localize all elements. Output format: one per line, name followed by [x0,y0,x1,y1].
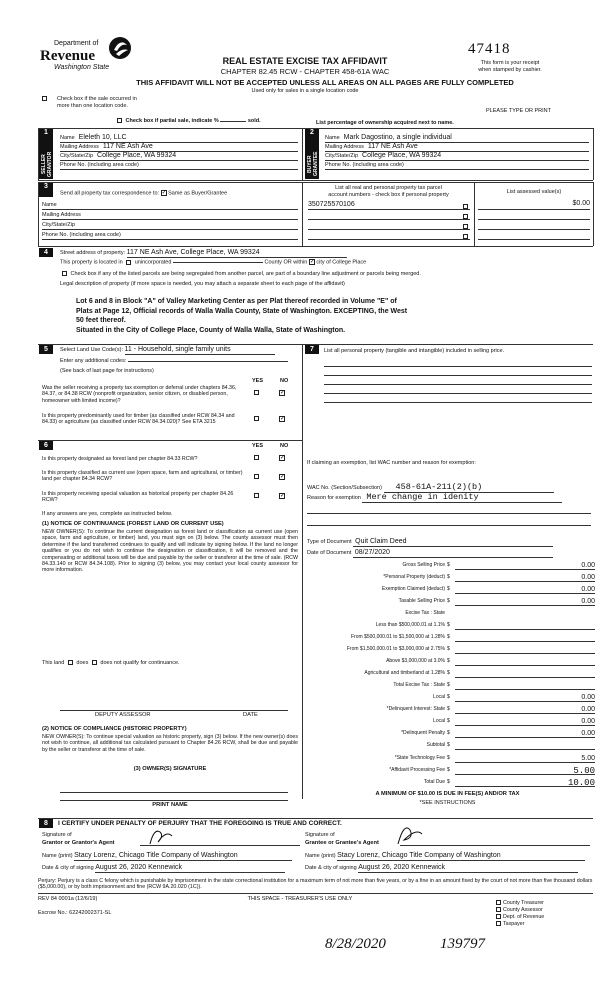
seller-name-row [60,134,298,143]
local-value[interactable]: 0.00 [455,694,595,702]
handwritten-receipt-number: 139797 [440,936,485,952]
seller-name-field[interactable]: Eleleth 10, LLC [78,133,127,141]
doc-date-label: Date of Document [307,550,352,556]
same-as-buyer-label: Same as Buyer/Grantee [168,190,228,197]
copy-county-treasurer[interactable] [494,900,544,907]
partial-sale-label: Check box if partial sale, indicate % [125,118,219,124]
street-label: Street address of property: [60,250,126,256]
section8-number: 8 [44,820,48,827]
tier4-value[interactable] [455,658,595,666]
partial-sale-row [115,118,261,125]
personal-label: *Personal Property (deduct) [383,574,445,580]
additional-codes-label: Enter any additional codes: [60,358,127,364]
sec5-q2: Is this property predominantly used for timber (as classified under RCW 84.34 and 84.33) or agriculture (as classified under RCW 84.34.020)? See ETA 3215 [42,413,235,426]
form-title: REAL ESTATE EXCISE TAX AFFIDAVIT [222,56,388,66]
tier1-value[interactable] [455,622,595,630]
does-checkbox[interactable] [68,660,73,665]
tier4-dollar: $ [447,658,450,664]
county-field[interactable] [173,262,263,263]
legal-description-label: Legal description of property (if more space is needed, you may attach a separate sheet to each page of the affidavit) [60,281,345,287]
street-row [60,249,580,258]
section5-marker [39,345,53,354]
parcel-row-4 [308,230,470,240]
parcel-header-1: List all real and personal property tax parcel [335,185,442,191]
please-type-label: PLEASE TYPE OR PRINT [486,108,552,114]
deputy-date-label: DATE [243,712,258,718]
unincorporated-label: unincorporated [134,259,172,266]
legal-line-2: Plats at Page 12, Official records of Walla Walla County, State of Washington. EXCEPTING, the West [76,307,408,315]
grantor-date-row [42,864,300,873]
land-use-field[interactable]: 11 - Household, single family units [125,346,275,355]
washington-state-label: Washington State [54,64,110,71]
agri-value[interactable] [455,670,595,678]
seller-phone-label: Phone No. (including area code) [60,162,139,169]
subtotal-value[interactable] [455,742,595,750]
same-as-buyer-checkbox[interactable]: ✓ [161,190,167,196]
gross-value[interactable]: 0.00 [455,562,595,570]
affidavit-label: *Affidavit Processing Fee [389,767,445,773]
print-name-label: PRINT NAME [152,802,188,808]
corr-name-label: Name [42,202,57,209]
subtotal-dollar: $ [447,742,450,748]
seller-mailing-row [60,143,298,152]
sec5-no-header: NO [280,378,289,384]
sec6-yes-header: YES [252,443,264,449]
reason-label: Reason for exemption [307,495,361,501]
grantee-date-row [305,864,593,873]
personal-dollar: $ [447,574,450,580]
affidavit-value[interactable]: 5.00 [455,767,595,775]
parcel-row-2 [308,210,470,220]
total-state-value[interactable] [455,682,595,690]
section4-number: 4 [44,249,48,256]
delinq-state-dollar: $ [447,706,450,712]
section7-marker [305,345,319,354]
buyer-name-field[interactable]: Mark Dagostino, a single individual [343,133,452,141]
doc-type-label: Type of Document [307,539,352,545]
buyer-name-label: Name [325,135,340,142]
seller-city-row [60,152,298,161]
copy-county-assessor[interactable] [494,907,544,914]
section6-number: 6 [44,442,48,449]
sec6-q3: Is this property receiving special valuation as historical property per chapter 84.26 RCW? [42,491,234,504]
parcel-list [308,200,470,240]
corr-phone-label: Phone No. (including area code) [42,232,121,239]
buyer-mailing-label: Mailing Address [325,144,364,151]
grantor-signature-field[interactable] [140,834,300,846]
buyer-mailing-field[interactable]: 117 NE Ash Ave [367,142,418,150]
sec5-q1-no[interactable]: ✓ [280,390,286,396]
exemption-value[interactable]: 0.00 [455,586,595,594]
corr-city-label: City/State/Zip [42,222,76,229]
sec6-q2-no[interactable]: ✓ [280,474,286,480]
personal-property-label: List all personal property (tangible and intangible) included in selling price. [324,348,505,354]
total-value[interactable]: 10.00 [455,779,595,787]
doc-date-row [307,549,592,558]
buyer-city-label: City/State/Zip [325,153,359,160]
legal-description[interactable] [76,297,586,335]
grantor-name-row [42,852,300,861]
legal-line-1: Lot 6 and 8 in Block "A" of Valley Marketing Center as per Plat thereof recorded in Volume "E" of [76,298,397,305]
grantor-sig-label-1: Signature of [42,832,72,838]
section6-marker [39,441,53,450]
tier1-label: Less than $500,000.01 at 1.1% [375,622,445,628]
assessed-value-field[interactable]: $0.00 [478,200,590,210]
tier2-value[interactable] [455,634,595,642]
copy-county-assessor-label: County Assessor [503,907,543,913]
agri-dollar: $ [447,670,450,676]
handwritten-number: 47418 [468,41,511,57]
parcel-header-2: account numbers - check box if personal property [328,192,449,198]
copy-dept-revenue-label: Dept. of Revenue [503,914,545,920]
sec5-q2-no[interactable]: ✓ [280,416,286,422]
buyer-city-field[interactable]: College Place, WA 99324 [362,151,442,159]
city-of-label: city of College Place [316,259,367,266]
section7-number: 7 [310,346,314,353]
total-state-dollar: $ [447,682,450,688]
grantor-name-field[interactable]: Stacy Lorenz, Chicago Title Company of Washington [74,852,292,861]
land-use-label: Select Land Use Code(s): [60,347,123,353]
notice1-body: NEW OWNER(S): To continue the current designation as forest land or classification as current use (open space, farm and agriculture, or timber) land, you must sign on (3) below. The county assessor must then determine if the land transferred continues to qualify and will indicate by signing below. If the land no longer qualifies or you do not wish to continue the designation or classification, it will be removed and the compensating or additional taxes will be due and payable by the seller or transferor at the time of sale. (RCW 84.33.140 or RCW 84.34.108). Prior to signing (3) below, you may contact your local county assessor for more information. [42,529,298,574]
tech-label: *State Technology Fee [394,755,445,761]
grantor-date-label: Date & city of signing [42,865,94,871]
gross-label: Gross Selling Price [402,562,445,568]
deputy-assessor-label: DEPUTY ASSESSOR [95,712,151,718]
buyer-city-row [325,152,589,161]
escrow-number: Escrow No.: 62242002371-SL [38,910,112,916]
grantor-sig-label-2: Grantor or Grantor's Agent [42,840,115,846]
section3-marker [39,183,53,197]
copy-dept-revenue[interactable] [494,914,544,921]
located-in-label: This property is located in [60,259,123,266]
subtotal-label: Subtotal [426,742,445,748]
local2-value[interactable]: 0.00 [455,718,595,726]
delinq-pen-label: *Delinquent Penalty [401,730,445,736]
multi-location-label-1: Check box if the sale occurred in [57,96,137,102]
gross-dollar: $ [447,562,450,568]
seller-mailing-field[interactable]: 117 NE Ash Ave [102,142,153,150]
form-chapter: CHAPTER 82.45 RCW - CHAPTER 458-61A WAC [220,67,390,76]
dor-logo [40,36,140,76]
if-yes-label: If any answers are yes, complete as instructed below. [42,511,173,517]
seller-name-label: Name [60,135,75,142]
form-revision: REV 84 0001a (12/6/19) [38,896,98,902]
segregated-label: Check box if any of the listed parcels are being segregated from another parcel, are part of a boundary line adjustment or parcels being merged. [70,271,421,277]
seller-section-number: 1 [44,129,48,136]
segregated-checkbox[interactable] [62,271,67,276]
land-use-row [60,346,300,355]
delinq-state-value[interactable]: 0.00 [455,706,595,714]
buyer-section-number: 2 [310,129,314,136]
buyer-name-row [325,134,589,143]
sec6-q1: Is this property designated as forest land per chapter 84.33 RCW? [42,456,198,462]
sec6-q2-yes[interactable] [252,474,261,481]
buyer-phone-row [325,161,589,170]
qualify-row [42,660,180,667]
grantee-signature-scribble-icon [392,820,452,846]
assessed-list [478,200,590,240]
personal-property-checkbox-2[interactable] [463,214,468,219]
seller-city-label: City/State/Zip [60,153,94,160]
sec5-q1-yes[interactable] [252,390,261,397]
assessed-value-2[interactable] [478,210,590,220]
multi-location-label-2: more than one location code. [57,103,128,109]
grantee-signature-field[interactable] [400,834,590,846]
assessed-header: List assessed value(s) [506,189,562,195]
send-correspondence-label: Send all property tax correspondence to: [60,190,160,197]
grantee-sig-label-1: Signature of [305,832,335,838]
assessed-value-3[interactable] [478,220,590,230]
taxable-dollar: $ [447,598,450,604]
wac-claim-label: If claiming an exemption, list WAC number and reason for exemption: [307,460,476,466]
delinq-state-label: *Delinquent Interest: State [386,706,445,712]
section8-marker [39,819,53,828]
street-field[interactable]: 117 NE Ash Ave, College Place, WA 99324 [127,249,347,258]
owner-signature-label: (3) OWNER(S) SIGNATURE [133,766,207,772]
corr-city-row [42,220,298,230]
form-warning: THIS AFFIDAVIT WILL NOT BE ACCEPTED UNLESS ALL AREAS ON ALL PAGES ARE FULLY COMPLETED [136,78,514,87]
receipt-note-1: This form is your receipt [480,60,540,66]
receipt-note-2: when stamped by cashier. [478,67,542,73]
additional-codes-row [60,358,300,365]
certify-label: I CERTIFY UNDER PENALTY OF PERJURY THAT THE FOREGOING IS TRUE AND CORRECT. [58,820,342,827]
minimum-due-label: A MINIMUM OF $10.00 IS DUE IN FEE(S) AND/OR TAX [375,791,520,797]
sold-label: sold. [247,118,261,124]
location-row [60,259,580,266]
exemption-dollar: $ [447,586,450,592]
parcel-row-1 [308,200,470,210]
personal-property-lines[interactable] [324,358,592,403]
tier3-dollar: $ [447,646,450,652]
sec6-q1-no[interactable]: ✓ [280,455,286,461]
tier3-value[interactable] [455,646,595,654]
personal-property-checkbox-3[interactable] [463,224,468,229]
doc-type-row [307,538,592,547]
does-not-label: does not qualify for continuance. [100,660,180,666]
multi-location-checkbox[interactable] [40,96,49,103]
section4-marker [39,248,53,257]
tier2-label: From $500,000.01 to $1,500,000 at 1.28% [351,634,445,640]
sec6-q3-no[interactable]: ✓ [280,493,286,499]
total-dollar: $ [447,779,450,785]
notice2-title: (2) NOTICE OF COMPLIANCE (HISTORIC PROPERTY) [42,726,187,732]
sec6-q2: Is this property classified as current use (open space, farm and agricultural, or timber) land per chapter 84.34 RCW? [42,470,243,483]
assessed-value-4[interactable] [478,230,590,240]
revenue-label: Revenue [40,48,95,64]
copy-county-treasurer-label: County Treasurer [503,900,544,906]
grantee-date-field[interactable]: August 26, 2020 Kennewick [358,864,578,873]
see-back-label: (See back of last page for instructions) [60,368,154,374]
delinq-pen-value[interactable]: 0.00 [455,730,595,738]
seller-vertical-label: SELLER GRANTOR [41,151,53,177]
section3-number: 3 [44,183,48,190]
local-label: Local [433,694,445,700]
partial-sale-percent-field[interactable] [220,121,246,122]
additional-codes-field[interactable] [128,361,288,362]
notice1-title: (1) NOTICE OF CONTINUANCE (FOREST LAND OR CURRENT USE) [42,521,224,527]
grantor-date-field[interactable]: August 26, 2020 Kennewick [95,864,285,873]
local2-dollar: $ [447,718,450,724]
sec5-q2-yes[interactable] [252,416,261,423]
excise-state-label: Excise Tax : State [405,610,445,616]
reason-field[interactable]: Mere change in idenity [362,492,562,503]
corr-mailing-row [42,210,298,220]
parcel-number-field[interactable]: 350725570106 [308,200,355,208]
grantee-date-label: Date & city of signing [305,865,357,871]
sec6-q3-yes[interactable] [252,493,261,500]
sec5-q1: Was the seller receiving a property tax exemption or deferral under chapters 84.36, 84.37, or 84.38 RCW (nonprofit organization, senior citizen, or disabled person, homeowner with limited income)? [42,385,237,404]
buyer-vertical-label: BUYER GRANTEE [307,151,319,177]
sec6-no-header: NO [280,443,289,449]
grantee-name-field[interactable]: Stacy Lorenz, Chicago Title Company of Washington [337,852,585,861]
sec5-yes-header: YES [252,378,264,384]
dor-swirl-icon [108,36,132,60]
total-label: Total Due [423,779,445,785]
exemption-label: Exemption Claimed (deduct) [381,586,445,592]
county-or-within-label: County OR within [264,259,308,266]
notice2-body: NEW OWNER(S): To continue special valuation as historic property, sign (3) below. If the new owner(s) does not wish to continue, all additional tax calculated pursuant to Chapter 84.26 RCW, shall be due and payable by the seller or transferor at the time of sale. [42,734,298,753]
personal-property-checkbox-1[interactable] [463,204,468,209]
tier3-label: From $1,500,000.01 to $3,000,000 at 2.75% [346,646,445,652]
see-instructions-label: *SEE INSTRUCTIONS [419,800,476,806]
affidavit-dollar: $ [447,767,450,773]
percentage-list-label: List percentage of ownership acquired next to name. [316,120,454,126]
copy-taxpayer[interactable] [494,921,544,928]
this-land-label: This land [42,660,65,666]
grantee-name-row [305,852,593,861]
reason-row [307,492,592,503]
local2-label: Local [433,718,445,724]
tier4-label: Above $3,000,000 at 3.0% [386,658,445,664]
segregated-row [60,271,580,278]
taxable-label: Taxable Selling Price [398,598,445,604]
tech-value[interactable]: 5.00 [455,755,595,763]
wac-field[interactable]: 458-61A-211(2)(b) [384,482,554,493]
section5-number: 5 [44,346,48,353]
doc-type-field[interactable]: Quit Claim Deed [353,538,553,547]
seller-mailing-label: Mailing Address [60,144,99,151]
tier1-dollar: $ [447,622,450,628]
treasurer-use-label: THIS SPACE - TREASURER'S USE ONLY [247,896,353,902]
wac-label: WAC No. (Section/Subsection) [307,485,382,491]
total-state-label: Total Excise Tax : State [393,682,445,688]
partial-sale-checkbox[interactable] [117,118,122,123]
delinq-pen-dollar: $ [447,730,450,736]
personal-property-checkbox-4[interactable] [463,234,468,239]
tier2-dollar: $ [447,634,450,640]
unincorporated-checkbox[interactable] [126,260,131,265]
parcel-row-3 [308,220,470,230]
seller-phone-row [60,161,298,170]
single-location-note: Used only for sales in a single location code [251,88,359,94]
taxable-value[interactable]: 0.00 [455,598,595,606]
tech-dollar: $ [447,755,450,761]
perjury-notice: Perjury: Perjury is a class C felony which is punishable by imprisonment in the state correctional institution for a maximum term of not more than five years, or by a fine in an amount fixed by the court of not more than five thousand dollars ($5,000.00), or by both imprisonment and fine (RCW 9A.20.020 (1C)). [38,878,593,891]
grantor-signature-scribble-icon [140,824,200,846]
legal-line-3: 50 feet thereof. [76,317,126,324]
legal-line-4: Situated in the City of College Place, County of Walla Walla, State of Washington. [76,326,346,334]
agri-label: Agricultural and timberland at 1.28% [364,670,445,676]
grantor-name-print-label: Name (print) [42,853,73,859]
corr-phone-row [42,230,298,240]
doc-date-field[interactable]: 08/27/2020 [353,549,553,558]
handwritten-date: 8/28/2020 [325,936,386,952]
grantee-name-print-label: Name (print) [305,853,336,859]
personal-value[interactable]: 0.00 [455,574,595,582]
grantee-sig-label-2: Grantee or Grantee's Agent [305,840,379,846]
does-label: does [76,660,89,666]
send-correspondence-row [60,190,227,197]
does-not-checkbox[interactable] [92,660,97,665]
buyer-phone-label: Phone No. (including area code) [325,162,404,169]
sec6-q1-yes[interactable] [252,455,261,462]
dept-of-label: Department of [54,40,99,47]
copy-taxpayer-label: Taxpayer [503,921,525,927]
seller-city-field[interactable]: College Place, WA 99324 [97,151,177,159]
corr-name-row [42,200,298,210]
corr-mailing-label: Mailing Address [42,212,81,219]
copy-distribution [494,900,544,928]
local-dollar: $ [447,694,450,700]
city-of-checkbox[interactable]: ✓ [309,259,315,265]
